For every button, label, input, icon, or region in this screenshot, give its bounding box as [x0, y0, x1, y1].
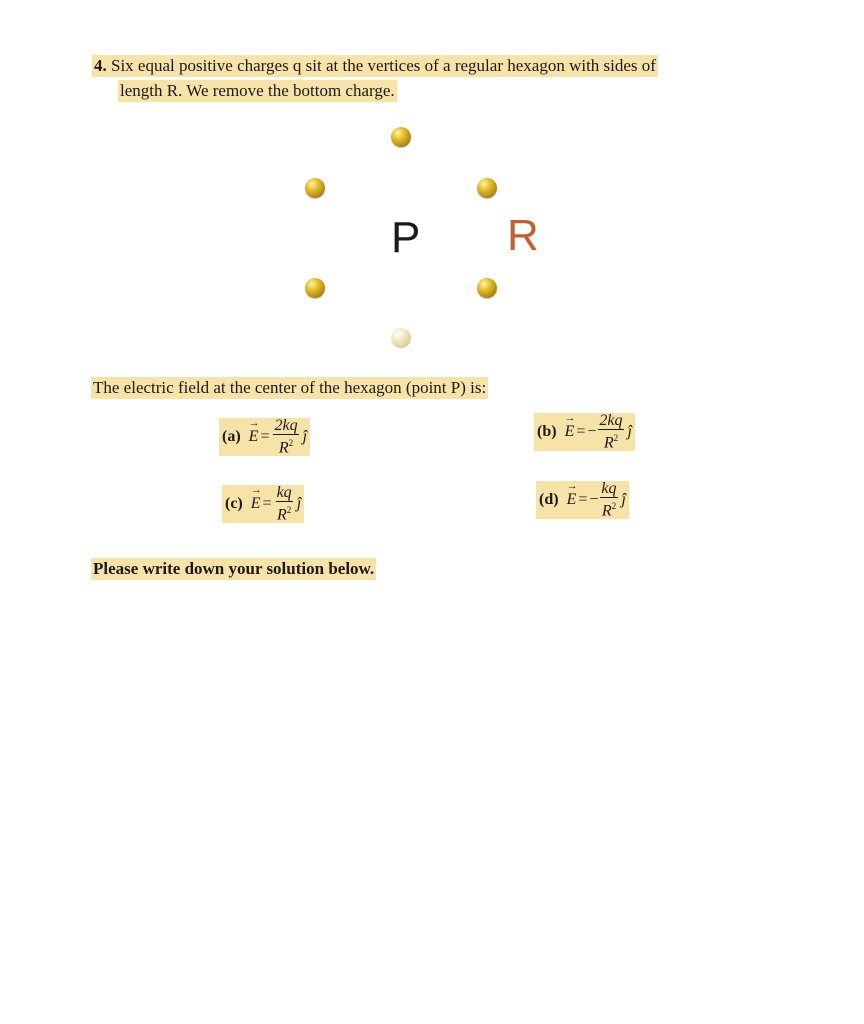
option-c: [222, 485, 304, 523]
sign: −: [587, 423, 597, 440]
exponent: 2: [613, 432, 619, 443]
denominator-base: R: [601, 502, 612, 520]
field-symbol: → E: [567, 491, 577, 509]
charge-top: [391, 127, 411, 147]
label-point-p: P: [391, 213, 421, 262]
denominator-base: R: [276, 506, 287, 524]
prompt-text: The electric field at the center of the hexagon (point P) is:: [93, 378, 487, 397]
option-b: [534, 413, 635, 451]
exponent: 2: [286, 504, 292, 515]
unit-vector-j: ĵ: [627, 423, 632, 440]
denominator: [604, 430, 618, 451]
field-symbol: → E: [565, 423, 575, 441]
equals-sign: =: [578, 491, 588, 508]
question-line-2: length R. We remove the bottom charge.: [120, 81, 395, 100]
denominator: [279, 435, 293, 456]
question-line-1: [92, 55, 658, 77]
numerator: 2kq: [274, 416, 298, 434]
denominator: [602, 498, 616, 519]
unit-vector-j: ĵ: [302, 428, 308, 445]
option-d: [536, 481, 629, 519]
option-tag: (c): [225, 495, 243, 512]
field-symbol: → E: [249, 428, 259, 446]
option-a: [219, 418, 310, 456]
numerator: kq: [276, 483, 292, 501]
question-text-1: Six equal positive charges q sit at the vertices of a regular hexagon with sides of: [111, 56, 656, 75]
fraction: [598, 413, 623, 451]
field-symbol: → E: [251, 495, 261, 513]
fraction: [600, 481, 617, 519]
sign: −: [589, 491, 599, 508]
equals-sign: =: [260, 428, 270, 445]
option-tag: (b): [537, 423, 557, 440]
option-tag: (a): [222, 428, 241, 445]
denominator-base: R: [603, 434, 614, 452]
equals-sign: =: [262, 495, 272, 512]
charge-upper-right: [477, 178, 497, 198]
unit-vector-j: ĵ: [621, 491, 626, 508]
charge-upper-left: [305, 178, 325, 198]
charge-bottom-removed: [391, 328, 411, 348]
instruction-text: Please write down your solution below.: [93, 559, 375, 578]
denominator: [277, 502, 291, 523]
fraction: [273, 418, 298, 456]
denominator-base: R: [278, 439, 289, 457]
exponent: 2: [288, 437, 294, 448]
label-side-r: R: [507, 211, 539, 260]
equals-sign: =: [576, 423, 586, 440]
fraction: [276, 485, 293, 523]
exponent: 2: [611, 500, 617, 511]
numerator: kq: [601, 479, 617, 497]
charge-lower-left: [305, 278, 325, 298]
option-tag: (d): [539, 491, 559, 508]
charge-lower-right: [477, 278, 497, 298]
numerator: 2kq: [599, 411, 623, 429]
unit-vector-j: ĵ: [296, 495, 302, 512]
question-number: 4.: [94, 56, 107, 75]
